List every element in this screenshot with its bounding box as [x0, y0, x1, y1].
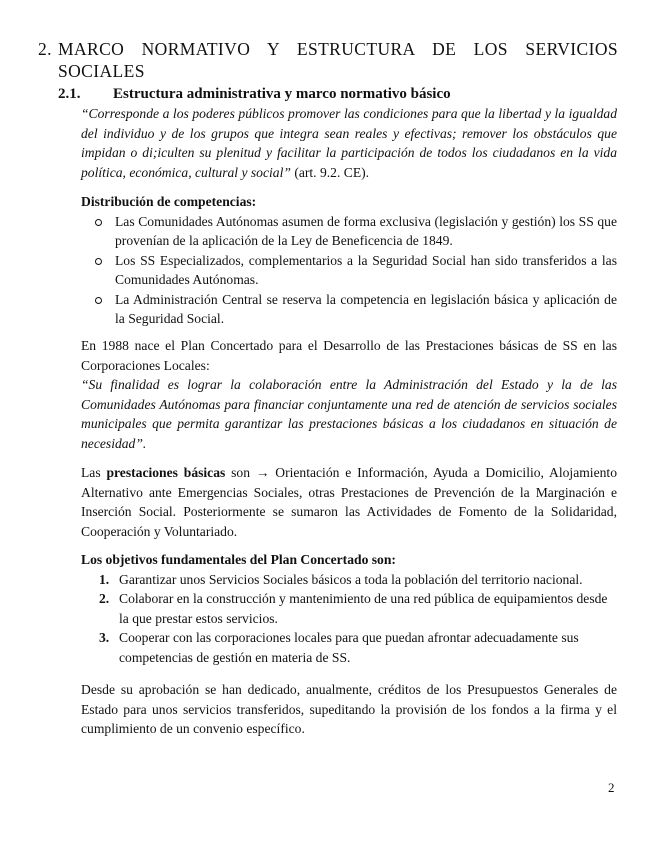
item-number: 3.: [99, 630, 110, 645]
section-number: 2.: [38, 39, 52, 59]
prestaciones-lead: Las: [81, 465, 107, 480]
list-item-text: La Administración Central se reserva la competencia en legislación básica y aplicación de la Seguridad Social.: [115, 291, 617, 326]
objetivos-section: [81, 550, 617, 667]
prestaciones-paragraph: [81, 463, 617, 541]
prestaciones-rest: Orientación e Información, Ayuda a Domicilio, Alojamiento Alternativo ante Emergencias Sociales, otras Prestaciones de Prevención de la Marginación e Inserción Social. Posteriormente se sumaron las Actividades de Fomento de la Solidaridad, Cooperación y Voluntariado.: [81, 465, 617, 539]
competencias-title: Distribución de competencias:: [81, 194, 257, 209]
list-item: [81, 628, 617, 667]
quote-text: “Corresponde a los poderes públicos promover las condiciones para que la libertad y la igualdad del individuo y de los grupos que integra sean reales y efectivas; remover los obstáculos que impidan o di;iculten su plenitud y facilitar la participación de todos los ciudadanos en la vida política, económica, cultural y social”: [81, 106, 617, 180]
list-item-text: Cooperar con las corporaciones locales para que puedan afrontar adecuadamente sus competencias de gestión en materia de SS.: [119, 630, 579, 665]
plan-section: [81, 336, 617, 453]
prestaciones-bold: prestaciones básicas: [106, 465, 226, 480]
list-item: [81, 212, 617, 251]
plan-quote: “Su finalidad es lograr la colaboración entre la Administración del Estado y la de las Comunidades Autónomas para financiar conjuntamente una red de atención de servicios sociales municipales que permita garantizar las prestaciones básicas a los ciudadanos en situación de necesidad”.: [81, 377, 617, 451]
constitution-quote: [81, 104, 617, 182]
objetivos-list: [81, 570, 617, 668]
list-item: [81, 570, 617, 590]
subsection-heading: [58, 85, 451, 103]
competencias-section: [81, 192, 617, 329]
list-item-text: Los SS Especializados, complementarios a la Seguridad Social han sido transferidos a las Comunidades Autónomas.: [115, 252, 617, 287]
subsection-number: 2.1.: [58, 86, 81, 102]
competencias-list: [81, 212, 617, 329]
arrow-icon: →: [255, 465, 270, 480]
prestaciones-connector: son: [225, 465, 256, 480]
bullet-icon: [95, 297, 102, 304]
subsection-title: Estructura administrativa y marco normativo básico: [113, 86, 451, 102]
bullet-icon: [95, 219, 102, 226]
section-title: MARCO NORMATIVO Y ESTRUCTURA DE LOS SERVICIOS SOCIALES: [58, 39, 618, 81]
list-item: [81, 290, 617, 329]
closing-paragraph: Desde su aprobación se han dedicado, anualmente, créditos de los Presupuestos Generales de Estado para unos servicios transferidos, supeditando la provisión de los fondos a la firma y el cumplimiento de un convenio específico.: [81, 682, 617, 736]
item-number: 1.: [99, 571, 110, 587]
page-number: 2: [608, 780, 615, 795]
section-heading: [38, 38, 618, 82]
plan-intro: En 1988 nace el Plan Concertado para el Desarrollo de las Prestaciones básicas de SS en las Corporaciones Locales:: [81, 338, 617, 373]
item-number: 2.: [99, 591, 110, 606]
bullet-icon: [95, 258, 102, 265]
objetivos-title: Los objetivos fundamentales del Plan Concertado son:: [81, 552, 396, 567]
list-item-text: Colaborar en la construcción y mantenimiento de una red pública de equipamientos desde la que prestar estos servicios.: [119, 591, 608, 626]
list-item-text: Garantizar unos Servicios Sociales básicos a toda la población del territorio nacional.: [119, 571, 583, 587]
list-item: [81, 589, 617, 628]
list-item: [81, 251, 617, 290]
list-item-text: Las Comunidades Autónomas asumen de forma exclusiva (legislación y gestión) los SS que provenían de la aplicación de la Ley de Beneficencia de 1849.: [115, 213, 617, 248]
quote-citation: (art. 9.2. CE).: [290, 164, 370, 180]
